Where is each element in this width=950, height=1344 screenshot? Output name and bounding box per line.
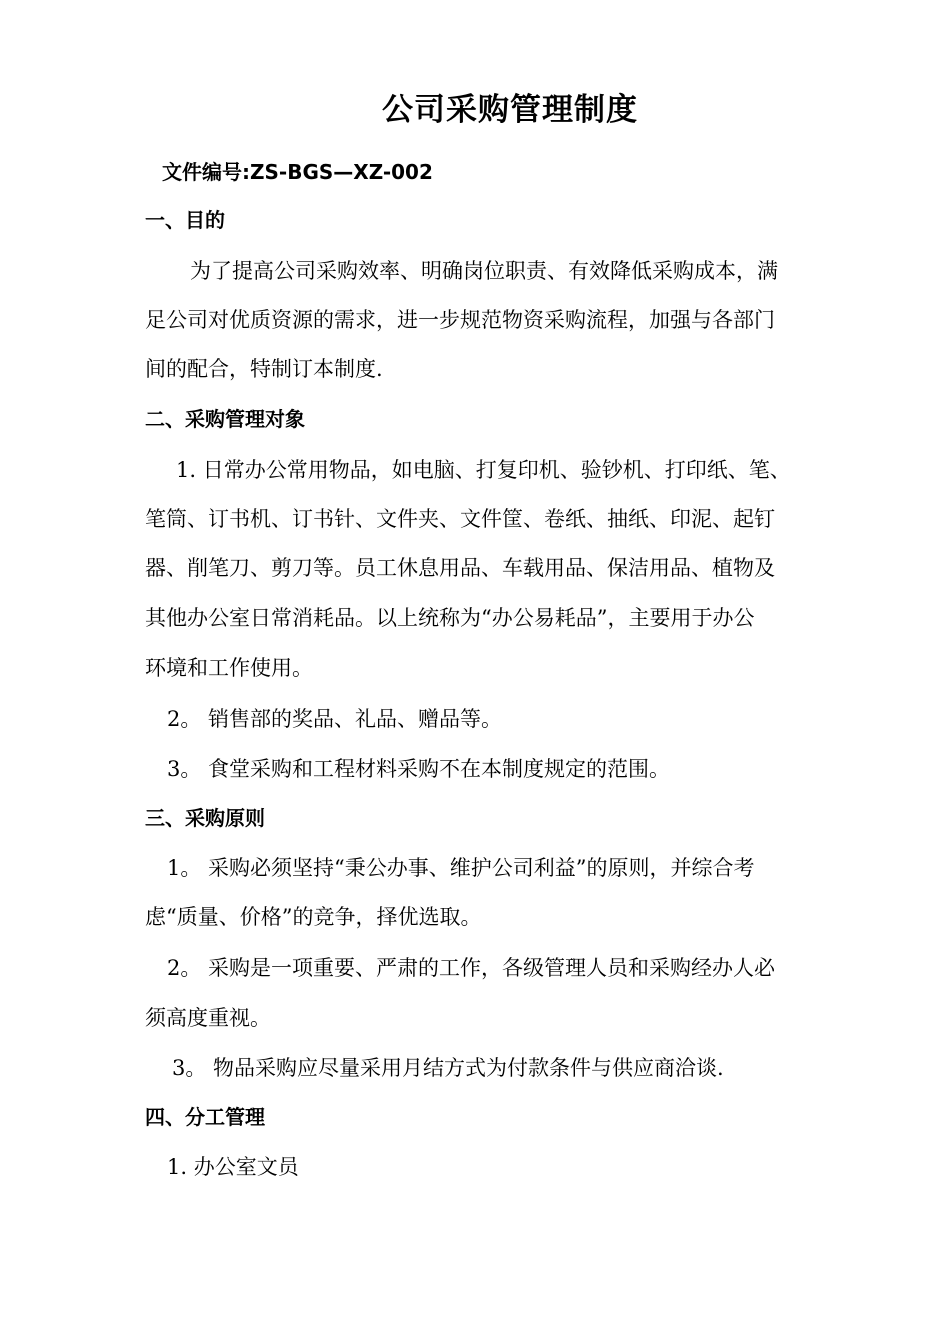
document-number: 文件编号:ZS-BGS—XZ-002	[162, 160, 433, 184]
scope-item1-line-2: 笔筒、订书机、订书针、文件夹、文件筐、卷纸、抽纸、印泥、起钉	[145, 507, 775, 531]
purpose-line-2: 足公司对优质资源的需求，进一步规范物资采购流程，加强与各部门	[145, 308, 775, 332]
purpose-line-3: 间的配合，特制订本制度.	[145, 357, 383, 381]
section-heading-principles: 三、采购原则	[145, 806, 265, 830]
section-heading-division: 四、分工管理	[145, 1105, 265, 1129]
section-heading-scope: 二、采购管理对象	[145, 407, 305, 431]
division-item1: 1. 办公室文员	[167, 1155, 299, 1179]
principles-item2-line-1: 2。 采购是一项重要、严肃的工作，各级管理人员和采购经办人必	[167, 956, 776, 980]
principles-item3: 3。 物品采购应尽量采用月结方式为付款条件与供应商洽谈.	[172, 1056, 724, 1080]
scope-item1-line-5: 环境和工作使用。	[145, 656, 313, 680]
principles-item1-line-1: 1。 采购必须坚持“秉公办事、维护公司利益”的原则，并综合考	[167, 856, 755, 880]
document-title: 公司采购管理制度	[382, 92, 638, 128]
section-heading-purpose: 一、目的	[145, 208, 225, 232]
scope-item3: 3。 食堂采购和工程材料采购不在本制度规定的范围。	[167, 757, 671, 781]
purpose-line-1: 为了提高公司采购效率、明确岗位职责、有效降低采购成本，满	[190, 259, 778, 283]
scope-item1-line-4: 其他办公室日常消耗品。以上统称为“办公易耗品”，主要用于办公	[145, 606, 755, 630]
principles-item2-line-2: 须高度重视。	[145, 1006, 271, 1030]
scope-item1-line-3: 器、削笔刀、剪刀等。员工休息用品、车载用品、保洁用品、植物及	[145, 556, 775, 580]
scope-item2: 2。 销售部的奖品、礼品、赠品等。	[167, 707, 503, 731]
principles-item1-line-2: 虑“质量、价格”的竞争，择优选取。	[145, 905, 482, 929]
scope-item1-line-1: 1. 日常办公常用物品，如电脑、打复印机、验钞机、打印纸、笔、	[176, 458, 791, 482]
